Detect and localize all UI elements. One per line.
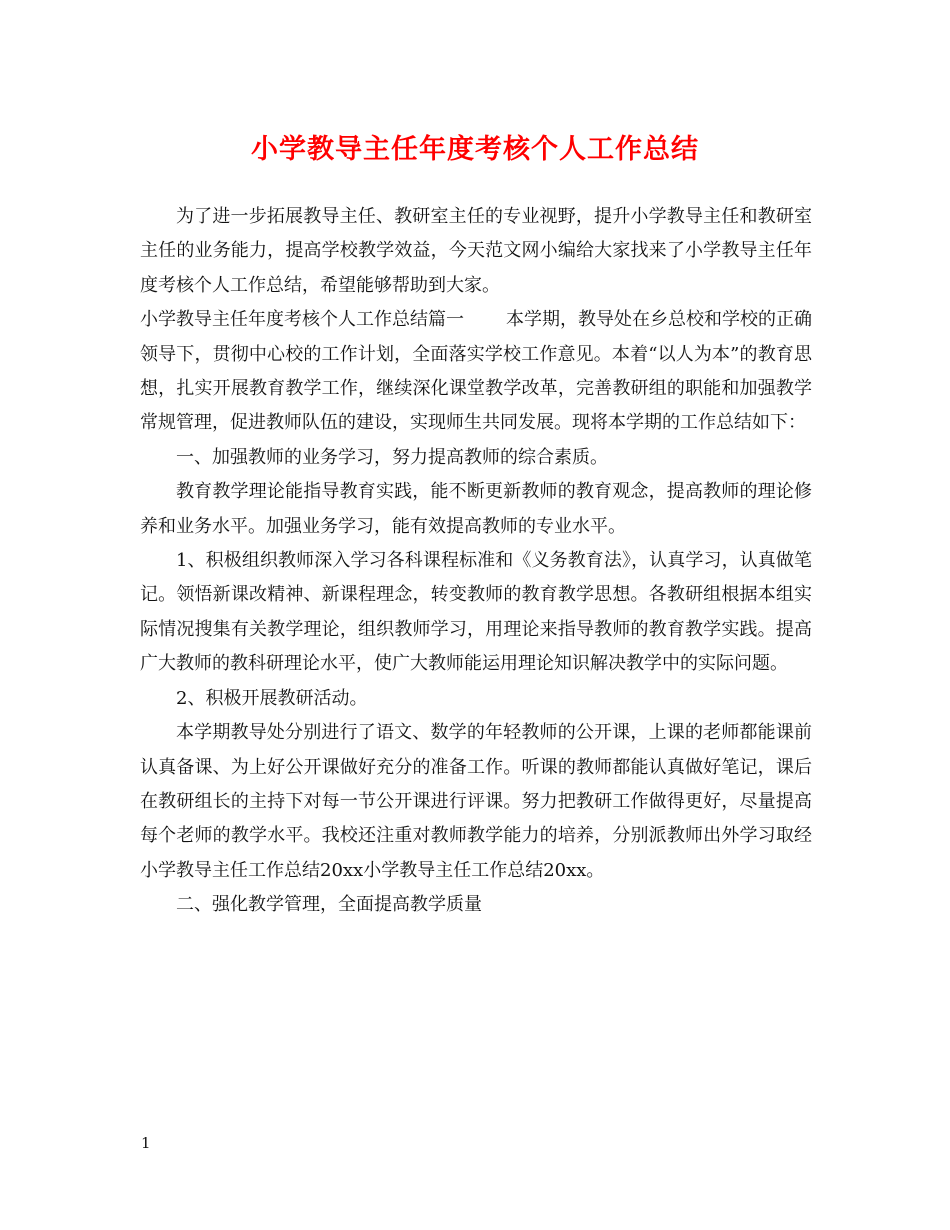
paragraph-theory: 教育教学理论能指导教育实践，能不断更新教师的教育观念，提高教师的理论修养和业务水平。加强业务学习，能有效提高教师的专业水平。: [140, 481, 812, 537]
section-opening-text: 本学期，教导处在乡总校和学校的正确领导下，贯彻中心校的工作计划，全面落实学校工作意见。本着“以人为本”的教育思想，扎实开展教育教学工作，继续深化课堂教学改革，完善教研组的职能和加强教学常规管理，促进教师队伍的建设，实现师生共同发展。现将本学期的工作总结如下：: [140, 309, 812, 434]
paragraph-heading-two: 二、强化教学管理，全面提高教学质量: [176, 894, 482, 916]
section-heading: 小学教导主任年度考核个人工作总结篇一: [140, 309, 464, 331]
document-body: [140, 200, 812, 923]
paragraph-heading-one: 一、加强教师的业务学习，努力提高教师的综合素质。: [176, 446, 608, 468]
paragraph-item-2: 2、积极开展教研活动。: [176, 687, 368, 709]
paragraph-section-one: [140, 303, 812, 441]
paragraph-intro: 为了进一步拓展教导主任、教研室主任的专业视野，提升小学教导主任和教研室主任的业务能力，提高学校教学效益，今天范文网小编给大家找来了小学教导主任年度考核个人工作总结，希望能够帮助到大家。: [140, 206, 812, 296]
paragraph-item-1: 1、积极组织教师深入学习各科课程标准和《义务教育法》，认真学习，认真做笔记。领悟新课改精神、新课程理念，转变教师的教育教学思想。各教研组根据本组实际情况搜集有关教学理论，组织教师学习，用理论来指导教师的教育教学实践。提高广大教师的教科研理论水平，使广大教师能运用理论知识解决教学中的实际问题。: [140, 550, 812, 675]
document-title: 小学教导主任年度考核个人工作总结: [251, 134, 699, 165]
paragraph-teaching-research: 本学期教导处分别进行了语文、数学的年轻教师的公开课，上课的老师都能课前认真备课、为上好公开课做好充分的准备工作。听课的教师都能认真做好笔记，课后在教研组长的主持下对每一节公开课进行评课。努力把教研工作做得更好，尽量提高每个老师的教学水平。我校还注重对教师教学能力的培养，分别派教师出外学习取经小学教导主任工作总结20xx小学教导主任工作总结20xx。: [140, 722, 812, 881]
page-number: 1: [141, 1134, 151, 1152]
